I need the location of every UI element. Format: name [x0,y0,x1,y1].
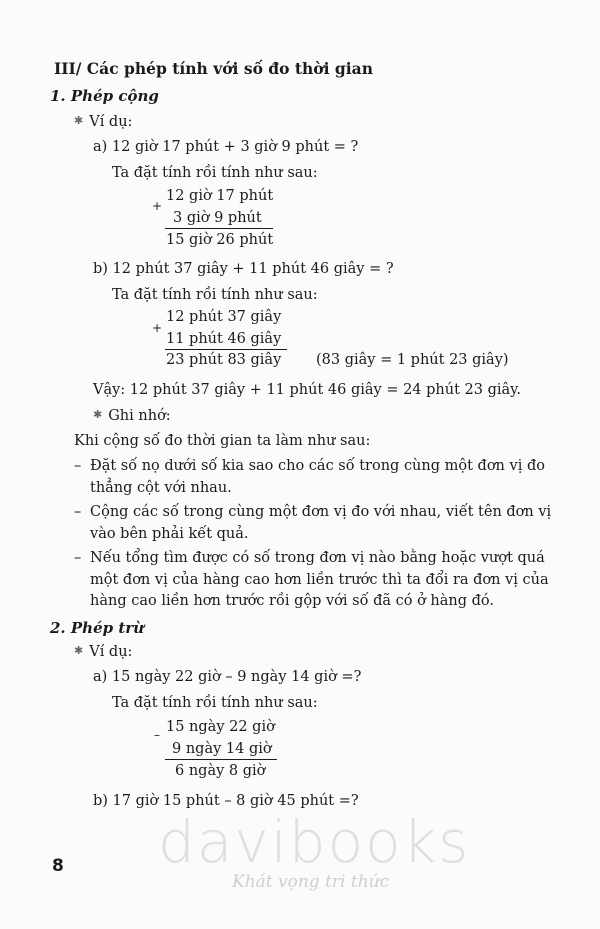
addition-conclusion: Vậy: 12 phút 37 giây + 11 phút 46 giây = 24 phút 23 giây. [93,382,522,398]
difference-result: 6 ngày 8 giờ [175,763,266,779]
sum-result: 23 phút 83 giây [166,352,282,368]
remember-label: ✱ Ghi nhớ: [93,408,171,424]
addend-row-1: 12 giờ 17 phút [166,188,274,204]
subtraction-problem-a: a) 15 ngày 22 giờ – 9 ngày 14 giờ =? [93,669,362,685]
minuend-row: 15 ngày 22 giờ [166,719,275,735]
addend-row-2: 3 giờ 9 phút [173,210,262,226]
watermark-slogan: Khát vọng tri thức [232,872,390,892]
section-title: III/ Các phép tính với số đo thời gian [54,59,373,78]
page-number: 8 [52,856,64,876]
minus-sign: – [154,728,160,742]
asterisk-icon: ✱ [74,644,84,657]
addition-problem-a: a) 12 giờ 17 phút + 3 giờ 9 phút = ? [93,139,359,155]
addend-row-2: 11 phút 46 giây [166,331,282,347]
subtraction-heading: 2. Phép trừ [50,619,145,637]
plus-sign: + [152,199,163,213]
subtraction-method-a: Ta đặt tính rồi tính như sau: [112,695,318,711]
difference-line [165,759,277,760]
rule-intro: Khi cộng số đo thời gian ta làm như sau: [74,433,371,449]
dash-icon: – [74,504,82,520]
subtrahend-row: 9 ngày 14 giờ [172,741,272,757]
addition-method-a: Ta đặt tính rồi tính như sau: [112,165,318,181]
sum-result: 15 giờ 26 phút [166,232,274,248]
addition-problem-b: b) 12 phút 37 giây + 11 phút 46 giây = ? [93,261,394,277]
asterisk-icon: ✱ [74,114,84,127]
plus-sign: + [152,321,163,335]
sum-line [165,228,273,229]
rule-item: – Cộng các số trong cùng một đơn vị đo với nhau, viết tên đơn vị vào bên phải kết quả. [74,504,552,542]
dash-icon: – [74,458,82,474]
subtraction-example-label: ✱ Ví dụ: [74,644,133,660]
addend-row-1: 12 phút 37 giây [166,309,282,325]
subtraction-problem-b: b) 17 giờ 15 phút – 8 giờ 45 phút =? [93,793,359,809]
rule-item: – Đặt số nọ dưới số kia sao cho các số trong cùng một đơn vị đo thẳng cột với nhau. [74,458,545,496]
addition-method-b: Ta đặt tính rồi tính như sau: [112,287,318,303]
watermark-brand: davibooks [158,808,471,876]
asterisk-icon: ✱ [93,408,103,421]
conversion-note: (83 giây = 1 phút 23 giây) [316,352,509,368]
addition-heading: 1. Phép cộng [50,87,159,105]
addition-example-label: ✱ Ví dụ: [74,114,133,130]
rule-item: – Nếu tổng tìm được có số trong đơn vị nào bằng hoặc vượt quá một đơn vị của hàng cao hơn liền trước thì ta đổi ra đơn vị của hàng cao liền hơn trước rồi gộp với số đã có ở hàng đó. [74,550,549,609]
dash-icon: – [74,550,82,566]
